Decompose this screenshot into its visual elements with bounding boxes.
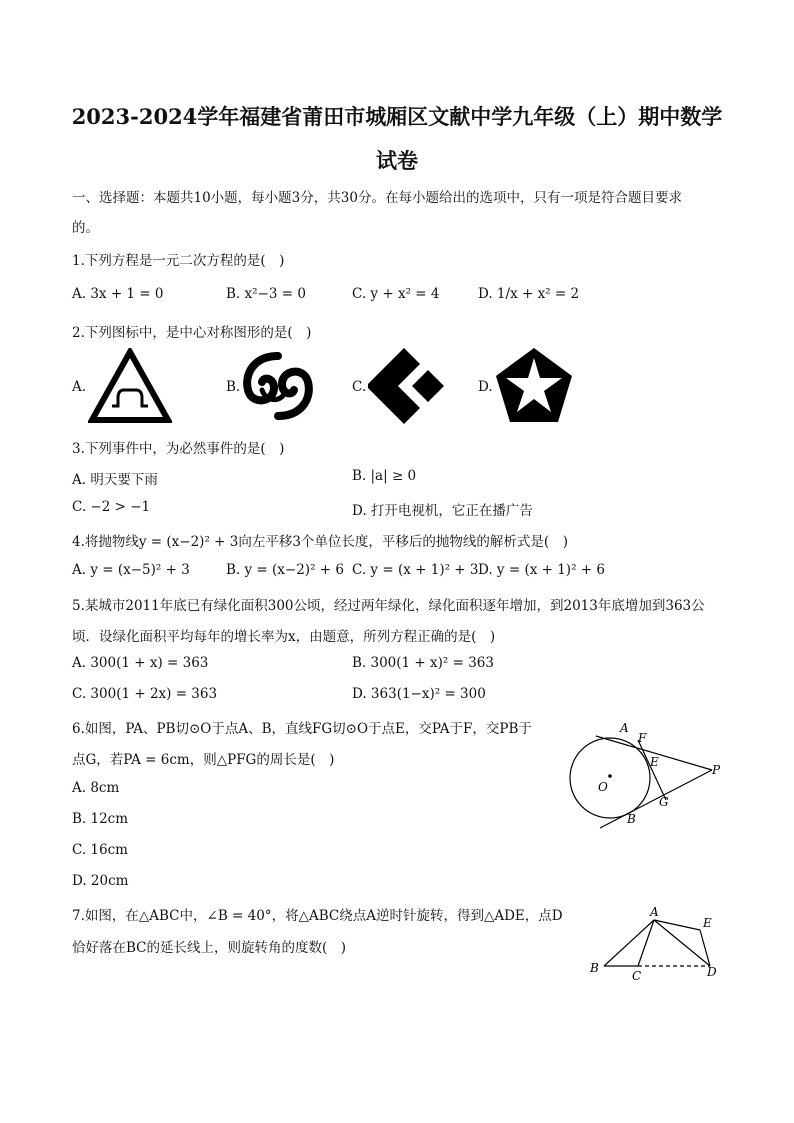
section-instructions-cont: 的。 <box>72 220 99 236</box>
q3-option-d: D. 打开电视机，它正在播广告 <box>352 503 533 519</box>
rotation-triangle-figure <box>584 902 728 984</box>
figure-label-a: A <box>650 905 659 919</box>
q6-option-b: B. 12cm <box>72 811 129 827</box>
q2-label-c: C. <box>352 379 367 395</box>
figure-label-f: F <box>638 731 647 745</box>
q1-option-c: C. y + x² = 4 <box>352 286 440 302</box>
figure-label-b: B <box>590 961 599 975</box>
figure-label-g: G <box>659 795 669 809</box>
q1-option-b: B. x²−3 = 0 <box>226 286 306 302</box>
tangent-circle-figure <box>560 716 730 830</box>
swirl-logo-icon <box>240 350 316 422</box>
q4-option-d: D. y = (x + 1)² + 6 <box>478 562 605 578</box>
q3-option-b: B. |a| ≥ 0 <box>352 468 417 484</box>
question-6-stem-cont: 点G，若PA = 6cm，则△PFG的周长是( ) <box>72 752 335 768</box>
figure-label-p: P <box>712 763 721 777</box>
q1-option-d: D. 1/x + x² = 2 <box>478 286 580 302</box>
q5-option-b: B. 300(1 + x)² = 363 <box>352 655 494 671</box>
figure-label-e: E <box>703 916 712 930</box>
question-5-stem: 5.某城市2011年底已有绿化面积300公顷，经过两年绿化，绿化面积逐年增加，到2013年底增加到363公 <box>72 598 705 614</box>
question-2-stem: 2.下列图标中，是中心对称图形的是( ) <box>72 325 312 341</box>
q4-option-a: A. y = (x−5)² + 3 <box>72 562 190 578</box>
q6-option-d: D. 20cm <box>72 873 129 889</box>
q2-label-b: B. <box>226 379 241 395</box>
figure-label-e: E <box>650 755 659 769</box>
q5-option-c: C. 300(1 + 2x) = 363 <box>72 686 218 702</box>
q2-label-a: A. <box>72 379 87 395</box>
question-5-stem-cont: 顷．设绿化面积平均每年的增长率为x，由题意，所列方程正确的是( ) <box>72 629 496 645</box>
figure-label-d: D <box>707 965 717 979</box>
section-instructions: 一、选择题：本题共10小题，每小题3分，共30分。在每小题给出的选项中，只有一项是符合题目要求 <box>72 190 682 206</box>
question-3-stem: 3.下列事件中，为必然事件的是( ) <box>72 441 285 457</box>
q6-option-c: C. 16cm <box>72 842 128 858</box>
q3-option-a: A. 明天要下雨 <box>72 472 158 488</box>
page-title: 2023-2024学年福建省莆田市城厢区文献中学九年级（上）期中数学 <box>71 104 723 129</box>
q4-option-b: B. y = (x−2)² + 6 <box>226 562 344 578</box>
question-6-stem: 6.如图，PA、PB切⊙O于点A、B，直线FG切⊙O于点E，交PA于F，交PB于 <box>72 721 532 737</box>
figure-label-b: B <box>627 812 636 826</box>
chevron-diamond-icon <box>368 348 448 424</box>
q6-option-a: A. 8cm <box>72 780 120 796</box>
figure-label-o: O <box>598 780 608 794</box>
question-4-stem: 4.将抛物线y = (x−2)² + 3向左平移3个单位长度，平移后的抛物线的解析式是( ) <box>72 534 568 550</box>
q4-option-c: C. y = (x + 1)² + 3 <box>352 562 479 578</box>
figure-label-c: C <box>632 969 642 983</box>
figure-label-a: A <box>620 721 629 735</box>
q5-option-d: D. 363(1−x)² = 300 <box>352 686 486 702</box>
star-pentagon-icon <box>494 346 574 424</box>
page-title-line2: 试卷 <box>376 148 418 173</box>
q2-label-d: D. <box>478 379 493 395</box>
q1-option-a: A. 3x + 1 = 0 <box>72 286 164 302</box>
question-7-stem: 7.如图，在△ABC中，∠B = 40°，将△ABC绕点A逆时针旋转，得到△ADE，点D <box>72 908 563 924</box>
warning-triangle-icon <box>88 348 172 424</box>
question-7-stem-cont: 恰好落在BC的延长线上，则旋转角的度数( ) <box>72 940 347 956</box>
q5-option-a: A. 300(1 + x) = 363 <box>72 655 209 671</box>
question-1-stem: 1.下列方程是一元二次方程的是( ) <box>72 253 285 269</box>
q3-option-c: C. −2 > −1 <box>72 499 151 515</box>
